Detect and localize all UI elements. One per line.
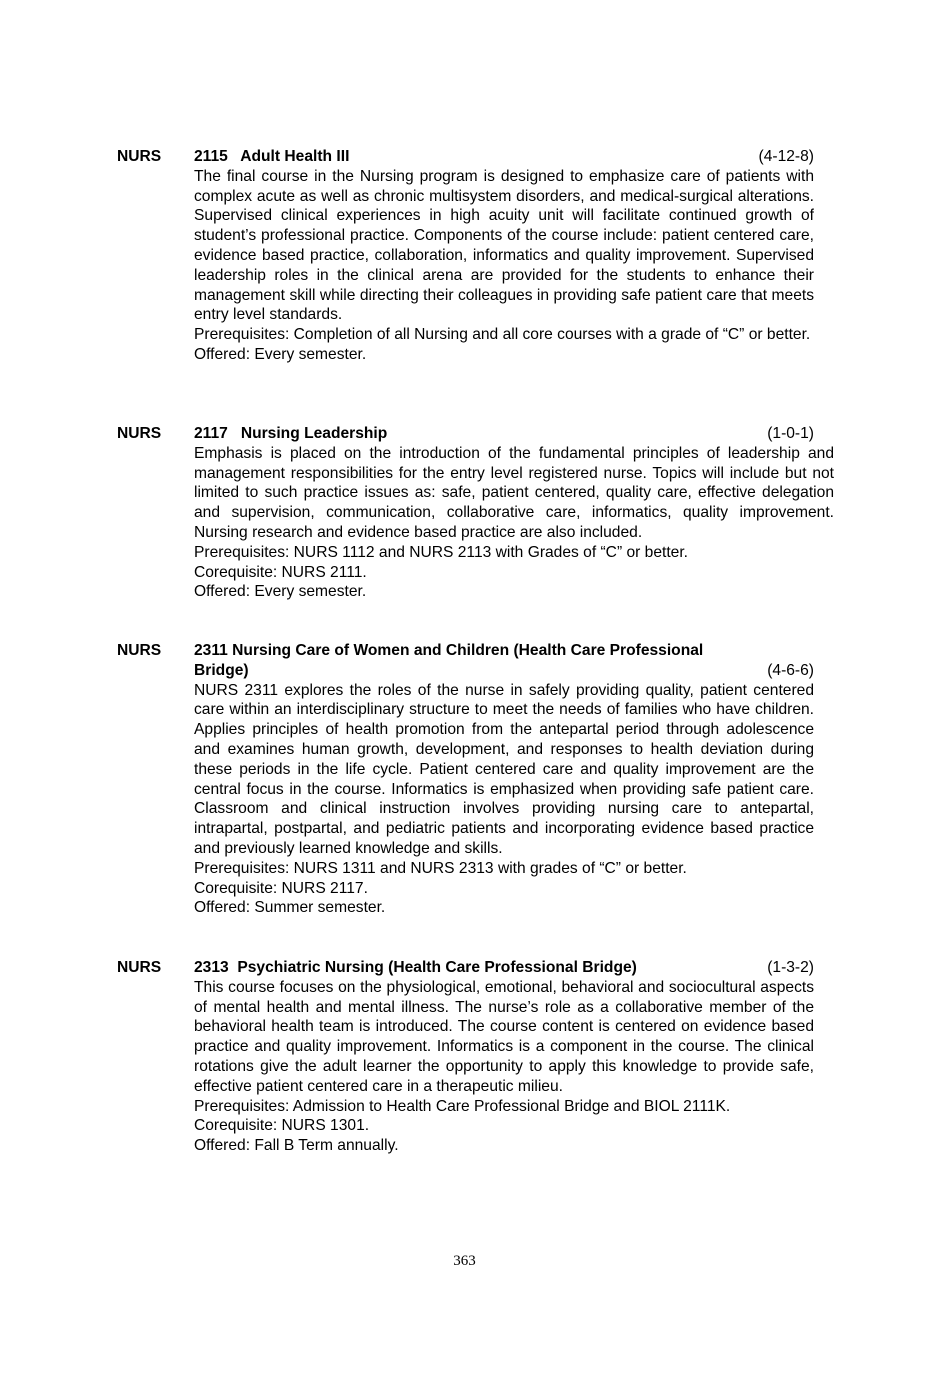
course-entry-2117 [117, 424, 834, 602]
course-body [194, 424, 834, 602]
course-entry-2311 [117, 641, 814, 918]
course-body [194, 147, 814, 365]
course-description: The final course in the Nursing program is designed to emphasize care of patients with complex acute as well as chronic multisystem disorders, and medical-surgical alterations. Supervised clinical experiences in high acuity unit will facilitate continued growth of student’s professional practice. Components of the course include: patient centered care, evidence based practice, collaboration, informatics and quality improvement. Supervised leadership roles in the clinical arena are provided for the students to enhance their management skill while directing their colleagues in providing safe patient care that meets entry level standards. [194, 167, 814, 324]
course-dept: NURS [117, 642, 162, 659]
course-offered: Offered: Summer semester. [194, 899, 386, 917]
course-title: 2311 Nursing Care of Women and Children (Health Care Professional [194, 642, 704, 659]
course-entry-2115 [117, 147, 814, 365]
course-title-continued: Bridge) [194, 661, 249, 679]
course-offered: Offered: Every semester. [194, 583, 367, 601]
course-prerequisites: Prerequisites: NURS 1311 and NURS 2313 with grades of “C” or better. [194, 859, 687, 877]
course-description: This course focuses on the physiological, emotional, behavioral and sociocultural aspects of mental health and mental illness. The nurse’s role as a collaborative member of the behavioral health team is introduced. The course content is centered on evidence based practice and quality improvement. Informatics is a component in the course. The clinical rotations give the adult learner the opportunity to apply this knowledge to provide safe, effective patient centered care in a therapeutic milieu. [194, 978, 814, 1095]
course-prerequisites: Prerequisites: NURS 1112 and NURS 2113 with Grades of “C” or better. [194, 543, 689, 561]
course-header [194, 958, 814, 978]
course-title: 2115 Adult Health III [194, 148, 350, 165]
course-hours: (4-12-8) [758, 148, 814, 165]
course-offered: Offered: Every semester. [194, 345, 367, 363]
course-description: NURS 2311 explores the roles of the nurse in safely providing quality, patient centered care within an interdisciplinary structure to meet the needs of families who have children. Applies principles of health promotion from the antepartal period through adolescence and examines human growth, development, and responses to health deviation during these periods in the life cycle. Patient centered care and quality improvement are the central focus in the course. Informatics is emphasized when providing safe patient care. Classroom and clinical instruction involves providing nursing care to antepartal, intrapartal, postpartal, and pediatric patients and incorporating evidence based practice and previously learned knowledge and skills. [194, 681, 814, 857]
course-hours: (1-3-2) [767, 959, 814, 976]
course-hours: (1-0-1) [767, 425, 814, 442]
course-header [194, 661, 814, 681]
course-corequisite: Corequisite: NURS 1301. [194, 1117, 370, 1135]
course-dept: NURS [117, 148, 162, 165]
course-prerequisites: Prerequisites: Completion of all Nursing and all core courses with a grade of “C” or better. [194, 326, 811, 344]
course-header [194, 424, 814, 444]
page-number: 363 [453, 1253, 476, 1269]
course-corequisite: Corequisite: NURS 2111. [194, 563, 367, 581]
course-description: Emphasis is placed on the introduction of the fundamental principles of leadership and management responsibilities for the entry level registered nurse. Topics will include but not limited to such practice issues as: safe, patient centered, quality care, effective delegation and supervision, communication, collaborative care, informatics, quality improvement. Nursing research and evidence based practice are also included. [194, 444, 834, 541]
course-body [194, 641, 814, 918]
course-dept: NURS [117, 425, 162, 442]
course-offered: Offered: Fall B Term annually. [194, 1137, 399, 1155]
course-title: 2313 Psychiatric Nursing (Health Care Professional Bridge) [194, 959, 637, 976]
course-prerequisites: Prerequisites: Admission to Health Care Professional Bridge and BIOL 2111K. [194, 1097, 731, 1115]
course-body [194, 958, 814, 1156]
course-header [194, 147, 814, 167]
course-title: 2117 Nursing Leadership [194, 425, 388, 442]
course-hours: (4-6-6) [767, 661, 814, 679]
course-corequisite: Corequisite: NURS 2117. [194, 879, 368, 897]
course-dept: NURS [117, 959, 162, 976]
course-entry-2313 [117, 958, 814, 1156]
